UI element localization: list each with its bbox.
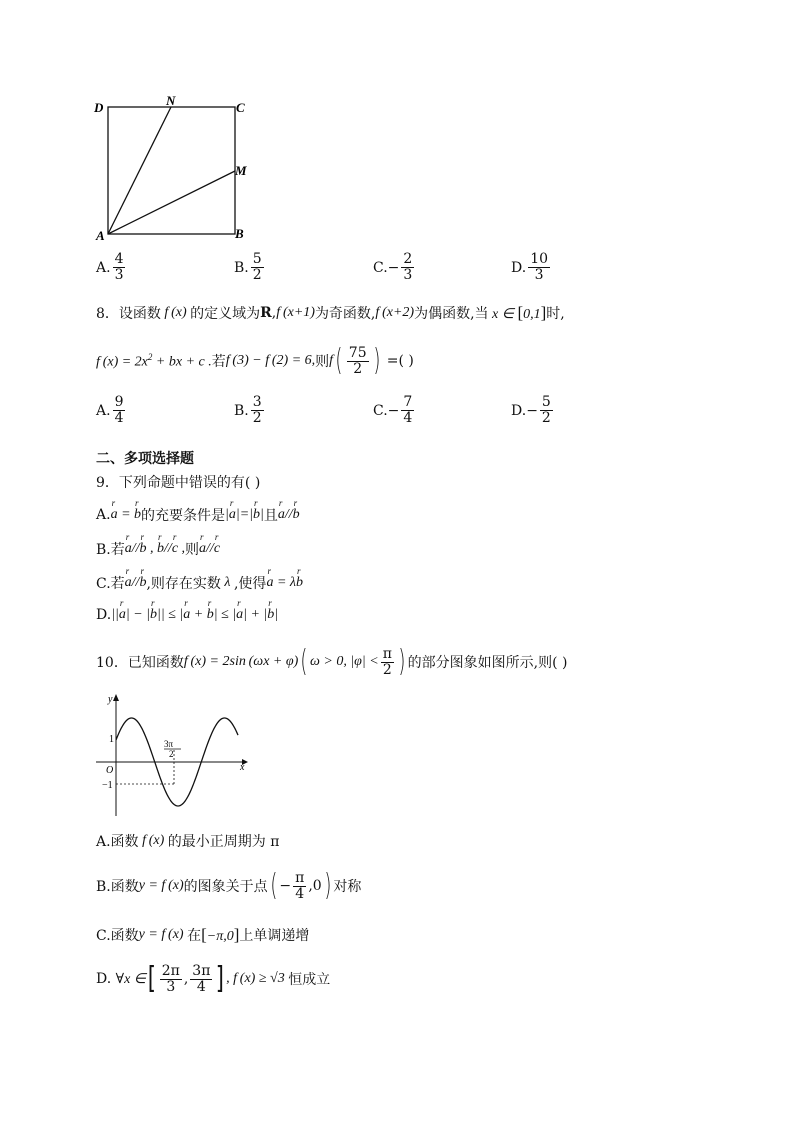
tick-denominator: 2 xyxy=(169,749,174,759)
text: 且 xyxy=(263,508,278,524)
math-parallel: r a//r b xyxy=(278,507,300,523)
sine-graph xyxy=(92,688,252,818)
option-fraction: $\frac{9}{4}$ xyxy=(114,394,124,426)
text: 的定义域为 xyxy=(190,306,261,322)
option-letter: B.若 xyxy=(96,542,125,558)
label-m: M xyxy=(235,163,247,178)
option-text: A.函数 xyxy=(96,834,139,850)
math-f: f xyxy=(329,353,334,368)
text: 设函数 xyxy=(118,306,161,322)
label-a: A xyxy=(96,228,105,242)
label-c: C xyxy=(236,100,245,115)
label-d: D xyxy=(94,100,104,115)
q8-option-c[interactable] xyxy=(373,395,416,426)
option-letter: D. xyxy=(511,402,527,419)
q9-option-d[interactable] xyxy=(96,607,278,623)
text: 的部分图象如图所示,则( ) xyxy=(407,655,568,671)
math-fx2: f (x+2) xyxy=(375,305,415,320)
option-text: D. ∀ xyxy=(96,971,125,987)
in-text: 在 xyxy=(187,928,202,944)
option-text: 上单调递增 xyxy=(239,928,310,944)
pi-over-4: $\frac{\pi}{4}$ xyxy=(295,869,305,902)
option-fraction: $\frac{4}{3}$ xyxy=(114,251,124,283)
q9-option-a[interactable] xyxy=(96,505,300,525)
text: ,使得 xyxy=(233,576,267,592)
q9-stem: 9．下列命题中错误的有( ) xyxy=(96,475,261,491)
q8-line2 xyxy=(96,342,414,380)
option-fraction: $\frac{5}{2}$ xyxy=(541,394,551,426)
text: 则 xyxy=(315,354,330,370)
label-origin: O xyxy=(106,765,114,776)
label-n: N xyxy=(166,93,176,108)
option-letter: C. xyxy=(373,259,388,276)
option-letter: B. xyxy=(234,259,249,276)
q10-option-a[interactable] xyxy=(96,831,279,851)
math-interval: [−π,0] xyxy=(201,925,240,944)
q7-option-d[interactable] xyxy=(511,252,552,283)
text: 的充要条件是 xyxy=(141,508,226,524)
option-letter: C.若 xyxy=(96,576,125,592)
option-text: C.函数 xyxy=(96,928,139,944)
math-equal-vectors: r a = r b xyxy=(111,507,141,523)
segment-am xyxy=(108,171,235,234)
question-number: 8． xyxy=(96,306,119,322)
math-triangle-inequality: ||r a| − |r b|| ≤ |r a + r b| ≤ |r a| + |r b| xyxy=(111,607,278,623)
tick-numerator: 3π xyxy=(164,739,174,749)
math-lambda: λ xyxy=(220,575,234,590)
q8-option-b[interactable] xyxy=(234,395,266,426)
option-letter: B. xyxy=(234,402,249,419)
text: 若 xyxy=(211,354,226,370)
math-constraint: ω > 0, |φ| < xyxy=(309,654,379,669)
pi-over-2: $\frac{\pi}{2}$ xyxy=(382,645,392,678)
option-text: 恒成立 xyxy=(288,972,331,988)
label-b: B xyxy=(235,226,244,241)
math-premise: r a//r b , r b//r c , xyxy=(125,541,185,557)
three-pi-over-4: $\frac{3\pi}{4}$ xyxy=(192,962,211,995)
label-minus-one: −1 xyxy=(102,780,113,791)
math-function: f (x) = 2sin (ωx + φ) xyxy=(183,654,299,669)
q10-stem xyxy=(96,642,567,682)
option-fraction: $\frac{7}{4}$ xyxy=(403,394,413,426)
text: = xyxy=(382,353,399,369)
option-letter: A. xyxy=(96,507,111,523)
option-text: 的最小正周期为 π xyxy=(167,834,280,850)
answer-blank: ( ) xyxy=(398,353,414,369)
comma-zero: ,0 xyxy=(308,878,322,894)
q9-option-b[interactable] xyxy=(96,539,220,559)
math-yfx: y = f (x) xyxy=(138,878,184,893)
text: 为奇函数, xyxy=(314,306,376,322)
math-premise: r a//r b xyxy=(125,575,147,591)
math-condition: f (3) − f (2) = 6, xyxy=(225,353,316,368)
text: 为偶函数,当 xyxy=(414,306,489,322)
q10-option-b[interactable] xyxy=(96,866,361,906)
bracket-right: ] xyxy=(216,961,225,996)
option-letter: D. xyxy=(96,607,112,623)
minus-sign: − xyxy=(279,878,292,894)
option-letter: C. xyxy=(373,402,388,419)
math-inequality: , f (x) ≥ √3 xyxy=(226,971,289,986)
paren-left: ( xyxy=(270,868,278,903)
segment-an xyxy=(108,107,171,234)
math-equal-norms: |r a|=|r b| xyxy=(225,507,264,523)
label-x: x xyxy=(240,762,245,773)
math-interval: x ∈ [0,1] xyxy=(488,303,547,322)
text: 时, xyxy=(546,306,565,322)
option-sign: − xyxy=(526,402,538,419)
q10-option-c[interactable] xyxy=(96,925,309,945)
math-x-in: x ∈ xyxy=(124,971,146,987)
q8-option-a[interactable] xyxy=(96,395,127,426)
paren-right: ) xyxy=(372,343,380,378)
q8-line1: 8． 设函数 f (x) 的定义域为 R , f (x+1) 为奇函数, f (x+2) 为偶函数,当 x ∈ [0,1] 时, xyxy=(96,303,565,322)
y-axis-arrow xyxy=(113,694,119,701)
text: 10．已知函数 xyxy=(96,655,184,671)
bracket-left: [ xyxy=(147,961,156,996)
math-definition: f $(x) = 2x^2$ + bx + c . xyxy=(96,351,212,370)
paren-left: ( xyxy=(300,644,308,679)
math-fx: f (x) xyxy=(160,305,191,320)
paren-right: ) xyxy=(324,868,332,903)
label-one: 1 xyxy=(109,734,114,745)
math-real-set: R xyxy=(260,305,272,321)
square-figure xyxy=(92,92,262,242)
section-heading: 二、多项选择题 xyxy=(96,451,194,467)
label-y: y xyxy=(108,694,113,705)
q7-option-b[interactable] xyxy=(234,252,266,283)
math-yfx: y = f (x) xyxy=(138,927,188,942)
option-text: 的图象关于点 xyxy=(183,879,268,895)
paren-right: ) xyxy=(398,644,406,679)
q9-option-c[interactable] xyxy=(96,573,303,593)
text: 则 xyxy=(185,542,200,558)
math-conclusion: r a//r c xyxy=(199,541,220,557)
option-sign: − xyxy=(387,259,400,276)
option-fraction: $\frac{5}{2}$ xyxy=(252,251,262,283)
math-fx1: f (x+1) xyxy=(276,305,315,320)
option-letter: A. xyxy=(96,402,111,419)
two-pi-over-3: $\frac{2\pi}{3}$ xyxy=(161,962,180,995)
q8-option-d[interactable] xyxy=(511,395,555,426)
q10-option-d[interactable]: D. ∀ x ∈ [ $\frac{2\pi}{3}$ , $\frac{3\pi}{4}$ ] , f (x) ≥ √3 恒成立 xyxy=(96,961,331,996)
paren-left: ( xyxy=(335,343,343,378)
option-fraction: $\frac{10}{3}$ xyxy=(530,251,549,283)
math-fx: f (x) xyxy=(138,833,168,848)
q7-option-a[interactable] xyxy=(96,252,127,283)
option-fraction: $\frac{2}{3}$ xyxy=(403,251,413,283)
text: ,则存在实数 xyxy=(146,576,221,592)
option-fraction: $\frac{3}{2}$ xyxy=(252,394,262,426)
q8-fraction: $\frac{75}{2}$ xyxy=(348,344,367,377)
option-sign: − xyxy=(387,402,400,419)
math-scalar-multiple: r a = λr b xyxy=(266,575,303,591)
option-letter: A. xyxy=(96,259,111,276)
square-outline xyxy=(108,107,235,234)
option-letter: D. xyxy=(511,259,527,276)
option-text: B.函数 xyxy=(96,879,139,895)
q7-option-c[interactable] xyxy=(373,252,416,283)
option-text: 对称 xyxy=(333,879,362,895)
